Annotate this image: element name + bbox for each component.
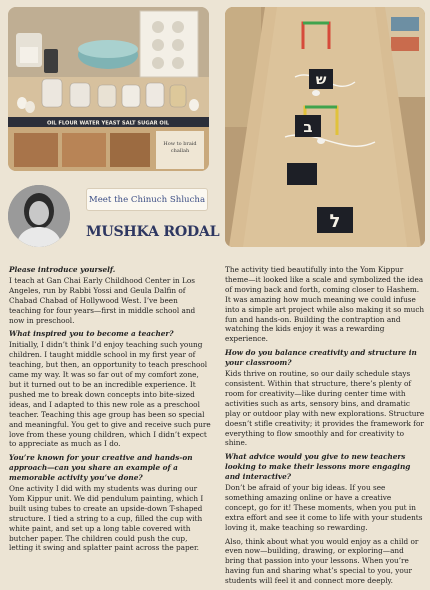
question-activity: You’re known for your creative and hands-on approach—can you share an example of a memorable activity you’ve done? [9,453,193,483]
section-badge: Meet the Chinuch Shlucha [86,188,208,211]
challah-station-photo [8,7,209,171]
answer-inspired: Initially, I didn’t think I’d enjoy teaching such young children. I taught middle school in my first year of teaching, but then, an opportunity to teach preschool came my way. It was so far out of my comfort zone, but it turned out to be an incredible experience. It pushed me to break down concepts into bite-sized ideas, and I adapted to this new role as a preschool teacher. Teaching this age group has been so special and meaningful. You get to give and receive such pure love from these young children, which I didn’t expect to appreciate as much as I do. [9,340,211,449]
article-right-column [225,265,425,590]
pendulum-painting-photo [225,7,425,247]
ingredient-banner: OIL FLOUR WATER YEAST SALT SUGAR OIL [46,120,170,127]
braid-sign-line-1: How to braid [163,141,197,147]
challah-station-illustration [8,7,209,171]
answer-advice-continued: Also, think about what you would enjoy as a child or even now—building, drawing, or exploring—and bring that passion into your lessons. When you’re having fun and sharing what’s special to you, your students will feel it and connect more deeply. [225,536,419,586]
question-inspired: What inspired you to become a teacher? [9,329,174,339]
hebrew-letter-1: ש [315,72,327,88]
hebrew-letter-2: ב [303,118,313,136]
answer-balance: Kids thrive on routine, so our daily schedule stays consistent. Within that structure, there’s plenty of room for creativity—like during center time with activities such as arts, sensory bins, and dramatic play or outdoor play with new explorations. Structure doesn’t stifle creativity; it provides the framework for everything to flow smoothly and for creativity to shine. [225,369,425,448]
question-balance: How do you balance creativity and structure in your classroom? [225,348,417,368]
avatar [8,185,70,247]
answer-activity: One activity I did with my students was during our Yom Kippur unit. We did pendulum painting, which I built using tubes to create an upside-down T-shaped structure. I tied a string to a cup, filled the cup with white paint, and set up a long table covered with butcher paper. The children could push the cup, letting it swing and splatter paint across the paper. [9,484,204,553]
hebrew-letter-3: ל [329,211,341,232]
answer-introduce: I teach at Gan Chai Early Childhood Center in Los Angeles, run by Rabbi Yossi and Geula Dalfin of Chabad Chabad of Hollywood West. I’ve been teaching for four years—first in middle school and now in preschool. [9,275,196,325]
question-introduce: Please introduce yourself. [9,265,116,274]
question-advice: What advice would you give to new teachers looking to make their lessons more engaging and interactive? [225,452,411,482]
portrait-illustration [8,185,70,247]
profile-name: MUSHKA RODAL [86,224,220,240]
pendulum-painting-illustration [225,7,425,247]
answer-activity-continued: The activity tied beautifully into the Yom Kippur theme—it looked like a scale and symbolized the idea of moving back and forth, coming closer to Hashem. It was amazing how much meaning we could infuse into a simple art project while also making it so much fun and hands-on. Building the contraption and watching the kids enjoy it was a rewarding experience. [225,265,425,344]
article-left-column [9,265,212,557]
answer-advice: Don’t be afraid of your big ideas. If you see something amazing online or have a creative concept, go for it! These moments, when you put in extra effort and see it come to life with your students loving it, make teaching so rewarding. [225,483,423,532]
braid-sign-line-2: challah [170,148,190,154]
